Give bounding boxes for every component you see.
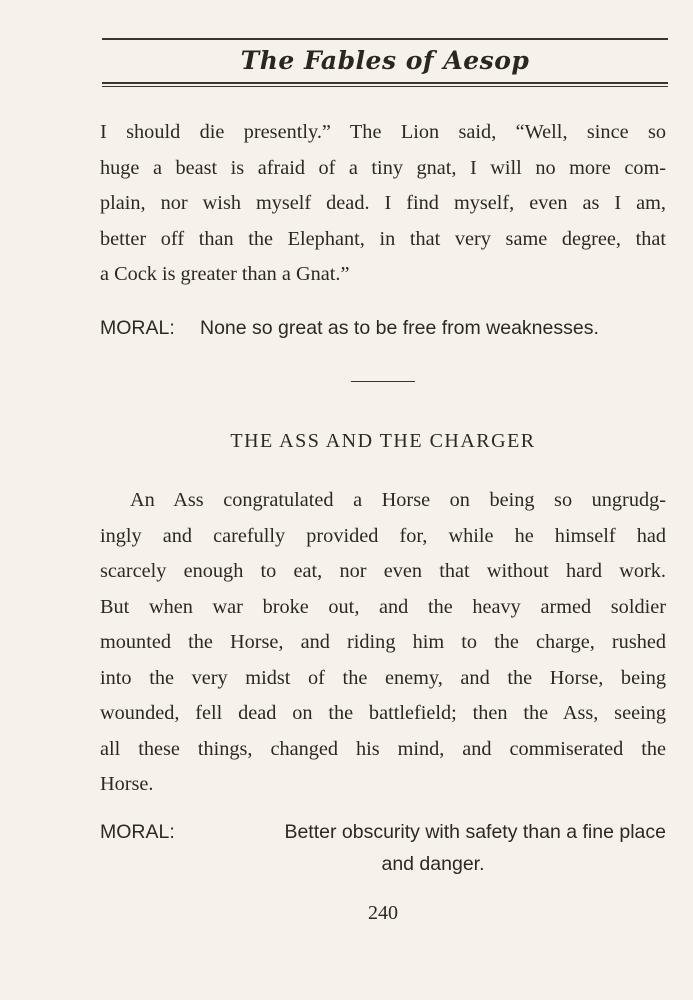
moral-label: MORAL: — [100, 317, 175, 339]
page-number: 240 — [368, 902, 398, 924]
text-line: huge a beast is afraid of a tiny gnat, I will no more com- — [100, 156, 666, 179]
text-line: I should die presently.” The Lion said, “Well, since so — [100, 121, 666, 143]
section-separator — [351, 381, 415, 382]
text-line: all these things, changed his mind, and commiserated the — [100, 737, 666, 760]
moral-text-line2: and danger. — [381, 853, 485, 875]
text-line: mounted the Horse, and riding him to the charge, rushed — [100, 631, 666, 653]
text-line: But when war broke out, and the heavy armed soldier — [100, 595, 666, 618]
text-line: ingly and carefully provided for, while he himself had — [100, 524, 666, 547]
text-line: wounded, fell dead on the battlefield; then the Ass, seeing — [100, 702, 666, 724]
text-line: An Ass congratulated a Horse on being so ungrudg- — [130, 489, 666, 511]
running-head: The Fables of Aesop — [240, 46, 530, 75]
text-line: a Cock is greater than a Gnat.” — [100, 263, 350, 285]
moral-text-line1: Better obscurity with safety than a fine place — [284, 821, 666, 843]
text-line: plain, nor wish myself dead. I find myself, even as I am, — [100, 192, 666, 214]
header-rule-bottom — [102, 82, 668, 84]
text-line: better off than the Elephant, in that very same degree, that — [100, 227, 666, 250]
header-rule-top — [102, 38, 668, 40]
fable2-paragraph — [100, 483, 666, 803]
text-line: scarcely enough to eat, nor even that without hard work. — [100, 560, 666, 582]
header-rule-bottom-thin — [102, 86, 668, 87]
fable2-title: THE ASS AND THE CHARGER — [230, 430, 536, 452]
fable1-paragraph — [100, 115, 666, 293]
text-line: Horse. — [100, 773, 154, 795]
moral-label: MORAL: — [100, 821, 175, 843]
moral-text: None so great as to be free from weaknesses. — [200, 317, 599, 339]
text-line: into the very midst of the enemy, and the Horse, being — [100, 666, 666, 689]
